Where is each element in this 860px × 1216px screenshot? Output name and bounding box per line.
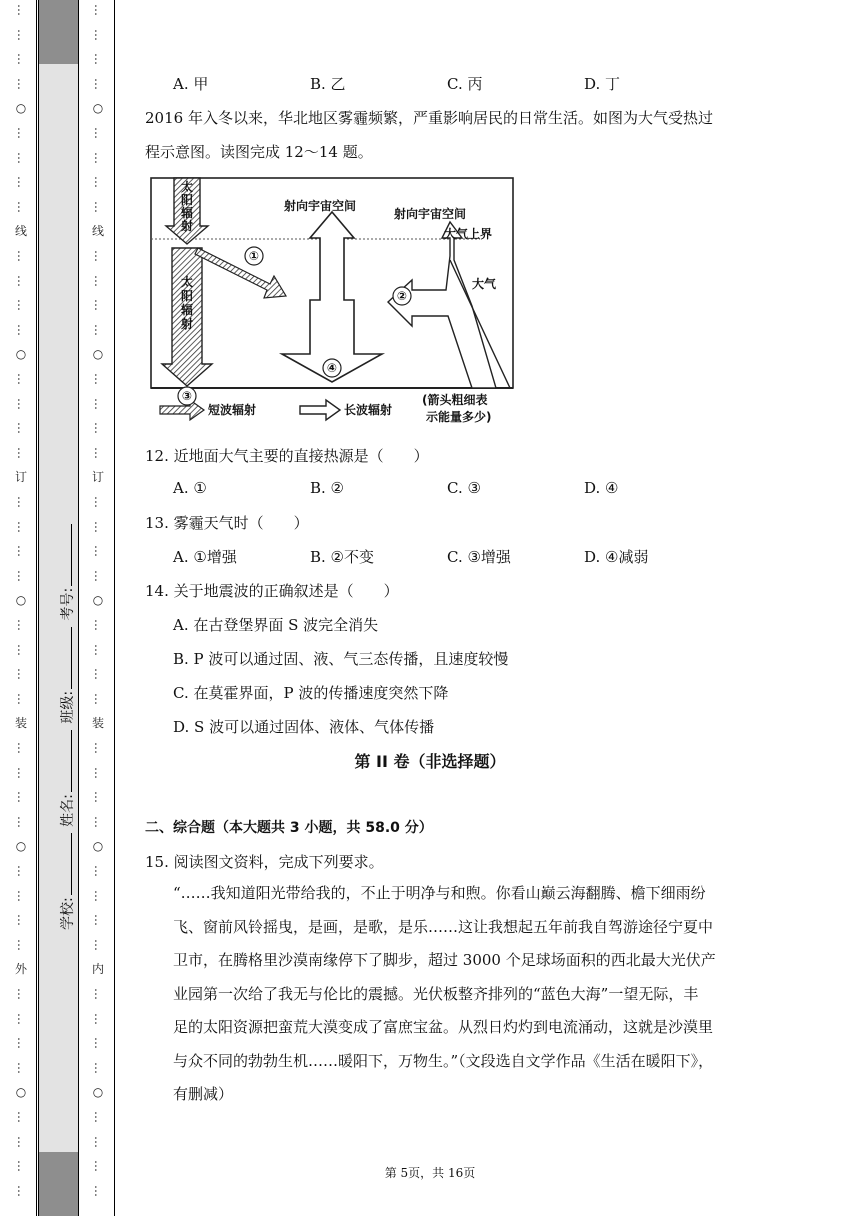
- seal-dots: …: [92, 619, 106, 631]
- seal-dots: …: [15, 299, 29, 312]
- seal-dots: …: [15, 77, 29, 90]
- label-to-space-2: 射向宇宙空间: [394, 207, 467, 221]
- q15-number: 15.: [145, 853, 169, 871]
- seal-dots: …: [92, 151, 106, 164]
- margin-line-left: [36, 0, 37, 1216]
- marker-1-text: ①: [248, 249, 260, 263]
- seal-dots: …: [15, 151, 29, 164]
- seal-dots: …: [15, 569, 29, 582]
- seal-dots: …: [92, 889, 106, 902]
- q13-option-d[interactable]: D. ④减弱: [584, 548, 649, 566]
- seal-dots: …: [15, 815, 29, 828]
- q12-option-b[interactable]: B. ②: [310, 479, 345, 497]
- seal-dots: …: [15, 176, 29, 189]
- seal-dots: …: [15, 668, 29, 681]
- passage-line: 与众不同的勃勃生机……暖阳下，万物生。”（文段选自文学作品《生活在暖阳下》，: [173, 1051, 714, 1070]
- solar-1-char-4: 射: [180, 219, 194, 233]
- seal-dots: …: [92, 545, 106, 558]
- seal-dots: …: [15, 865, 29, 877]
- seal-dots: …: [92, 4, 106, 16]
- seal-dots: …: [92, 520, 106, 533]
- solar-2-char-3: 辐: [180, 303, 194, 317]
- legend-long-wave-label: 长波辐射: [344, 403, 393, 417]
- solar-1-char-3: 辐: [180, 206, 194, 220]
- seal-dots: …: [15, 643, 29, 656]
- legend-long-wave-arrow: [300, 400, 340, 420]
- seal-dots: …: [92, 1160, 106, 1173]
- q11-option-a[interactable]: A. 甲: [173, 75, 209, 93]
- page-footer: 第 5页，共 16页: [384, 1166, 476, 1180]
- class-blank[interactable]: [71, 627, 72, 689]
- marker-4-text: ④: [326, 361, 338, 375]
- seal-dots: …: [92, 791, 106, 804]
- q14-option-a[interactable]: A. 在古登堡界面 S 波完全消失: [173, 616, 379, 634]
- seal-dots: …: [15, 1135, 29, 1148]
- q15-text: 阅读图文资料，完成下列要求。: [173, 853, 384, 871]
- seal-dots: …: [92, 28, 106, 41]
- seal-circle: ○: [15, 347, 27, 362]
- name-label: 姓名:: [60, 794, 76, 827]
- seal-dots: …: [92, 1135, 106, 1148]
- seal-dots: …: [92, 643, 106, 656]
- outer-seal-line: [14, 0, 28, 1216]
- q14-number: 14.: [145, 582, 169, 600]
- legend-note-line-1: (箭头粗细表: [422, 393, 488, 407]
- seal-dots: …: [15, 988, 29, 1000]
- seal-dots: …: [92, 77, 106, 90]
- seal-dots: …: [15, 692, 29, 705]
- q14-option-c[interactable]: C. 在莫霍界面，P 波的传播速度突然下降: [173, 684, 449, 702]
- seal-dots: …: [92, 1061, 106, 1074]
- seal-dots: …: [15, 791, 29, 804]
- legend-note-line-2: 示能量多少): [426, 410, 492, 424]
- seal-dots: …: [15, 4, 29, 16]
- intro-line-1: 2016 年入冬以来，华北地区雾霾频繁，严重影响居民的日常生活。如图为大气受热过: [145, 109, 713, 127]
- passage-line: 卫市，在腾格里沙漠南缘停下了脚步，超过 3000 个足球场面积的西北最大光伏产: [173, 951, 716, 969]
- solar-2-char-4: 射: [180, 317, 194, 331]
- label-to-space-1: 射向宇宙空间: [284, 199, 357, 213]
- seal-dots: …: [92, 1184, 106, 1197]
- q15-stem: [145, 851, 384, 872]
- seal-char: 外: [14, 962, 27, 977]
- inner-seal-line: [91, 0, 105, 1216]
- seal-dots: …: [92, 299, 106, 312]
- seal-dots: …: [92, 692, 106, 705]
- q12-options: [173, 479, 721, 497]
- seal-dots: …: [92, 274, 106, 287]
- seal-dots: …: [92, 1012, 106, 1025]
- intro-line-2: 程示意图。读图完成 12～14 题。: [145, 143, 373, 161]
- q13-number: 13.: [145, 514, 169, 532]
- q13-option-b[interactable]: B. ②不变: [310, 548, 375, 566]
- q13-option-c[interactable]: C. ③增强: [447, 548, 511, 566]
- school-blank[interactable]: [71, 833, 72, 895]
- exam-no-label: 考号:: [60, 587, 76, 621]
- seal-dots: …: [15, 1037, 29, 1050]
- solar-2-char-2: 阳: [180, 289, 194, 303]
- q12-option-d[interactable]: D. ④: [584, 479, 619, 497]
- section-2-title: 二、综合题（本大题共 3 小题，共 58.0 分）: [145, 820, 433, 836]
- seal-dots: …: [92, 1037, 106, 1050]
- exam-no-blank[interactable]: [71, 524, 72, 586]
- seal-dots: …: [15, 889, 29, 902]
- q13-option-a[interactable]: A. ①增强: [173, 548, 237, 566]
- solar-1-char-2: 阳: [180, 193, 194, 207]
- school-label: 学校:: [60, 897, 76, 930]
- seal-dots: …: [15, 1111, 29, 1123]
- seal-dots: …: [15, 619, 29, 631]
- seal-dots: …: [92, 766, 106, 779]
- passage-line: 有删减）: [173, 1085, 234, 1103]
- q12-option-a[interactable]: A. ①: [173, 479, 207, 497]
- q11-options: [173, 73, 721, 94]
- seal-circle: ○: [15, 593, 27, 608]
- solar-1-char-1: 太: [180, 180, 194, 194]
- seal-dots: …: [92, 53, 106, 66]
- seal-dots: …: [15, 373, 29, 385]
- seal-char: 装: [14, 716, 27, 731]
- passage-line: 业园第一次给了我无与伦比的震撼。光伏板整齐排列的“蓝色大海”一望无际，丰: [173, 984, 699, 1003]
- passage-line: 足的太阳资源把蛮荒大漠变成了富庶宝盆。从烈日灼灼到电流涌动，这就是沙漠里: [173, 1018, 714, 1036]
- seal-dots: …: [15, 397, 29, 410]
- student-info-fields: [57, 522, 77, 930]
- seal-dots: …: [92, 938, 106, 951]
- seal-dots: …: [15, 274, 29, 287]
- seal-dots: …: [15, 496, 29, 508]
- seal-dots: …: [15, 938, 29, 951]
- arrow-4-long-wave: [282, 212, 382, 382]
- seal-circle: ○: [15, 101, 27, 116]
- seal-circle: ○: [92, 839, 104, 854]
- q14-option-b[interactable]: B. P 波可以通过固、液、气三态传播，且速度较慢: [173, 650, 509, 668]
- seal-char: 内: [91, 962, 104, 977]
- solar-2-char-1: 太: [180, 275, 194, 289]
- seal-dots: …: [15, 914, 29, 927]
- seal-char: 线: [91, 224, 104, 239]
- atmosphere-heating-diagram: [150, 176, 518, 428]
- seal-dots: …: [15, 250, 29, 262]
- seal-dots: …: [92, 668, 106, 681]
- seal-dots: …: [92, 176, 106, 189]
- part-2-title: 第 II 卷（非选择题）: [354, 752, 506, 771]
- seal-dots: …: [92, 865, 106, 877]
- seal-dots: …: [15, 1012, 29, 1025]
- marker-2-text: ②: [396, 289, 408, 303]
- seal-dots: …: [92, 422, 106, 435]
- seal-dots: …: [92, 914, 106, 927]
- seal-circle: ○: [92, 593, 104, 608]
- seal-dots: …: [92, 127, 106, 139]
- passage-line: 飞、窗前风铃摇曳，是画，是歌，是乐……这让我想起五年前我自驾游途径宁夏中: [173, 917, 714, 936]
- seal-dots: …: [15, 422, 29, 435]
- seal-dots: …: [92, 446, 106, 459]
- q14-option-d[interactable]: D. S 波可以通过固体、液体、气体传播: [173, 718, 435, 736]
- seal-char: 订: [14, 470, 27, 485]
- seal-dots: …: [92, 323, 106, 336]
- q12-option-c[interactable]: C. ③: [447, 479, 481, 497]
- seal-dots: …: [92, 742, 106, 754]
- seal-dots: …: [92, 200, 106, 213]
- seal-dots: …: [92, 250, 106, 262]
- legend-short-wave-label: 短波辐射: [208, 403, 257, 417]
- q13-options: [173, 546, 721, 567]
- q14-text: 关于地震波的正确叙述是（ ）: [173, 582, 399, 600]
- q13-stem: [145, 512, 309, 533]
- seal-char: 装: [91, 716, 104, 731]
- seal-dots: …: [15, 742, 29, 754]
- q13-text: 雾霾天气时（ ）: [173, 514, 309, 532]
- q15-passage: [173, 877, 718, 1112]
- q11-option-c[interactable]: C. 丙: [447, 75, 483, 93]
- seal-dots: …: [15, 200, 29, 213]
- seal-circle: ○: [92, 101, 104, 116]
- seal-dots: …: [15, 323, 29, 336]
- margin-line-right: [114, 0, 115, 1216]
- binding-strip-bottom-block: [38, 1152, 79, 1216]
- seal-dots: …: [15, 1160, 29, 1173]
- seal-dots: …: [15, 446, 29, 459]
- seal-dots: …: [92, 569, 106, 582]
- label-atmosphere: 大气: [472, 277, 497, 291]
- class-label: 班级:: [60, 690, 76, 724]
- seal-dots: …: [92, 397, 106, 410]
- label-atmosphere-top: 大气上界: [444, 227, 493, 241]
- seal-dots: …: [92, 373, 106, 385]
- seal-dots: …: [15, 127, 29, 139]
- arrow-1: [195, 248, 286, 298]
- seal-circle: ○: [92, 1085, 104, 1100]
- seal-dots: …: [92, 496, 106, 508]
- q12-text: 近地面大气主要的直接热源是（ ）: [173, 447, 429, 465]
- seal-dots: …: [15, 1184, 29, 1197]
- seal-dots: …: [15, 520, 29, 533]
- q12-stem: [145, 445, 429, 466]
- seal-dots: …: [92, 815, 106, 828]
- seal-dots: …: [15, 545, 29, 558]
- seal-dots: …: [15, 28, 29, 41]
- q14-stem: [145, 580, 399, 601]
- passage-line: “……我知道阳光带给我的，不止于明净与和煦。你看山巅云海翻腾、檐下细雨纷: [173, 884, 706, 902]
- q11-option-d[interactable]: D. 丁: [584, 75, 621, 93]
- seal-circle: ○: [15, 839, 27, 854]
- seal-dots: …: [92, 1111, 106, 1123]
- seal-dots: …: [15, 53, 29, 66]
- seal-dots: …: [92, 988, 106, 1000]
- seal-circle: ○: [92, 347, 104, 362]
- seal-circle: ○: [15, 1085, 27, 1100]
- q12-number: 12.: [145, 447, 169, 465]
- q11-option-b[interactable]: B. 乙: [310, 75, 346, 93]
- seal-dots: …: [15, 1061, 29, 1074]
- seal-char: 订: [91, 470, 104, 485]
- marker-3-text: ③: [181, 389, 193, 403]
- binding-strip-top-block: [38, 0, 79, 64]
- seal-char: 线: [14, 224, 27, 239]
- seal-dots: …: [15, 766, 29, 779]
